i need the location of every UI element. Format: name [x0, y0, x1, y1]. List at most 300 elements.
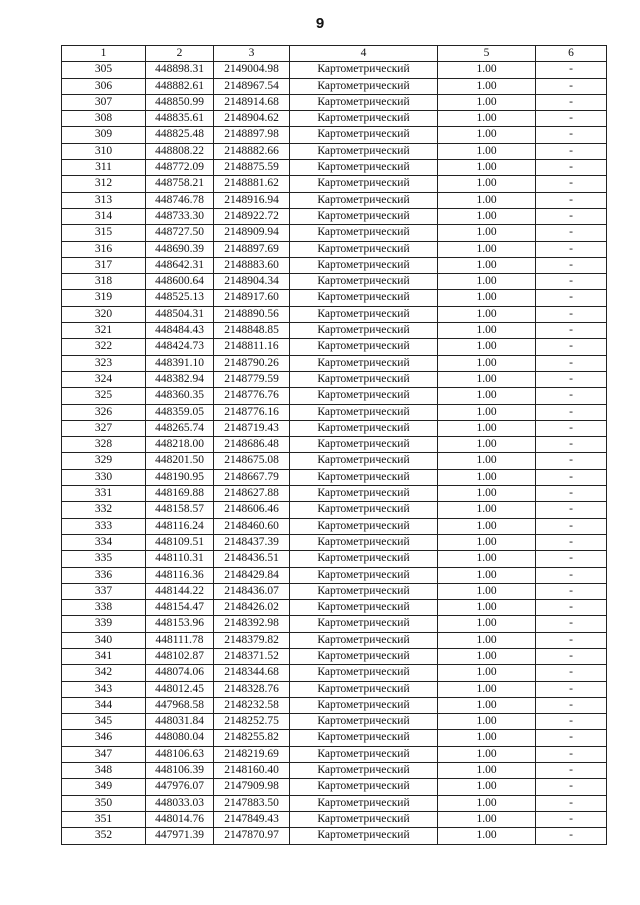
- table-cell: Картометрический: [290, 274, 438, 290]
- table-cell: -: [536, 502, 607, 518]
- table-row: [62, 371, 607, 387]
- table-cell: 1.00: [438, 160, 536, 176]
- table-cell: 448359.05: [146, 404, 214, 420]
- table-cell: -: [536, 241, 607, 257]
- table-cell: 448074.06: [146, 665, 214, 681]
- table-cell: 2148790.26: [214, 355, 290, 371]
- table-cell: 448080.04: [146, 730, 214, 746]
- table-cell: -: [536, 225, 607, 241]
- table-cell: 448031.84: [146, 714, 214, 730]
- table-cell: 1.00: [438, 388, 536, 404]
- table-cell: 2148460.60: [214, 518, 290, 534]
- table-cell: 2148779.59: [214, 371, 290, 387]
- table-cell: Картометрический: [290, 600, 438, 616]
- table-cell: -: [536, 355, 607, 371]
- table-cell: 448758.21: [146, 176, 214, 192]
- table-cell: 448158.57: [146, 502, 214, 518]
- table-cell: 2148904.62: [214, 111, 290, 127]
- table-cell: 2148436.51: [214, 551, 290, 567]
- table-row: [62, 551, 607, 567]
- table-cell: 448835.61: [146, 111, 214, 127]
- table-cell: Картометрический: [290, 518, 438, 534]
- table-row: [62, 811, 607, 827]
- table-cell: 1.00: [438, 257, 536, 273]
- table-cell: 339: [62, 616, 146, 632]
- table-cell: 448169.88: [146, 486, 214, 502]
- table-cell: 320: [62, 306, 146, 322]
- table-cell: 324: [62, 371, 146, 387]
- table-cell: Картометрический: [290, 388, 438, 404]
- table-cell: Картометрический: [290, 437, 438, 453]
- table-row: [62, 225, 607, 241]
- table-row: [62, 78, 607, 94]
- table-cell: 335: [62, 551, 146, 567]
- table-cell: 342: [62, 665, 146, 681]
- table-cell: -: [536, 208, 607, 224]
- table-cell: -: [536, 779, 607, 795]
- table-cell: 305: [62, 62, 146, 78]
- table-cell: 334: [62, 534, 146, 550]
- table-row: [62, 600, 607, 616]
- table-cell: 2148897.98: [214, 127, 290, 143]
- table-cell: 1.00: [438, 306, 536, 322]
- table-cell: 1.00: [438, 469, 536, 485]
- table-header-row: [62, 46, 607, 62]
- table-cell: 448525.13: [146, 290, 214, 306]
- table-cell: 448727.50: [146, 225, 214, 241]
- table-cell: 1.00: [438, 681, 536, 697]
- table-cell: 1.00: [438, 371, 536, 387]
- table-cell: 348: [62, 763, 146, 779]
- table-cell: -: [536, 111, 607, 127]
- table-row: [62, 681, 607, 697]
- table-cell: -: [536, 746, 607, 762]
- table-cell: -: [536, 127, 607, 143]
- table-cell: Картометрический: [290, 143, 438, 159]
- table-cell: 448218.00: [146, 437, 214, 453]
- table-cell: 338: [62, 600, 146, 616]
- table-cell: 340: [62, 632, 146, 648]
- table-cell: 1.00: [438, 290, 536, 306]
- table-cell: Картометрический: [290, 127, 438, 143]
- table-row: [62, 730, 607, 746]
- table-cell: 2148252.75: [214, 714, 290, 730]
- table-row: [62, 828, 607, 844]
- table-row: [62, 94, 607, 110]
- table-cell: -: [536, 763, 607, 779]
- table-cell: 2149004.98: [214, 62, 290, 78]
- table-cell: 448012.45: [146, 681, 214, 697]
- table-cell: Картометрический: [290, 306, 438, 322]
- column-header: 4: [290, 46, 438, 62]
- table-row: [62, 665, 607, 681]
- table-cell: 2148436.07: [214, 583, 290, 599]
- table-cell: 315: [62, 225, 146, 241]
- table-cell: -: [536, 486, 607, 502]
- table-cell: 347: [62, 746, 146, 762]
- table-cell: 2147883.50: [214, 795, 290, 811]
- table-cell: 322: [62, 339, 146, 355]
- table-cell: 1.00: [438, 208, 536, 224]
- table-cell: Картометрический: [290, 225, 438, 241]
- table-cell: 447976.07: [146, 779, 214, 795]
- table-cell: 1.00: [438, 632, 536, 648]
- table-cell: Картометрический: [290, 111, 438, 127]
- table-cell: 2148426.02: [214, 600, 290, 616]
- table-cell: 352: [62, 828, 146, 844]
- table-cell: -: [536, 62, 607, 78]
- table-cell: -: [536, 371, 607, 387]
- table-cell: 345: [62, 714, 146, 730]
- table-row: [62, 241, 607, 257]
- table-cell: 448642.31: [146, 257, 214, 273]
- table-cell: 1.00: [438, 534, 536, 550]
- table-cell: 337: [62, 583, 146, 599]
- table-cell: -: [536, 143, 607, 159]
- table-cell: -: [536, 616, 607, 632]
- table-cell: 2148719.43: [214, 420, 290, 436]
- table-cell: Картометрический: [290, 583, 438, 599]
- table-cell: 326: [62, 404, 146, 420]
- table-cell: 2147849.43: [214, 811, 290, 827]
- table-cell: 448772.09: [146, 160, 214, 176]
- table-cell: -: [536, 730, 607, 746]
- table-cell: 328: [62, 437, 146, 453]
- table-row: [62, 111, 607, 127]
- table-cell: Картометрический: [290, 665, 438, 681]
- table-cell: 2148160.40: [214, 763, 290, 779]
- table-cell: Картометрический: [290, 616, 438, 632]
- table-row: [62, 567, 607, 583]
- column-header: 3: [214, 46, 290, 62]
- column-header: 1: [62, 46, 146, 62]
- table-row: [62, 404, 607, 420]
- table-cell: 311: [62, 160, 146, 176]
- table-cell: -: [536, 714, 607, 730]
- table-cell: Картометрический: [290, 160, 438, 176]
- table-row: [62, 518, 607, 534]
- table-cell: 448265.74: [146, 420, 214, 436]
- table-cell: -: [536, 94, 607, 110]
- table-cell: 448424.73: [146, 339, 214, 355]
- table-row: [62, 502, 607, 518]
- table-cell: 2148897.69: [214, 241, 290, 257]
- table-cell: 448116.36: [146, 567, 214, 583]
- table-cell: 1.00: [438, 697, 536, 713]
- table-row: [62, 192, 607, 208]
- table-cell: 2148627.88: [214, 486, 290, 502]
- table-cell: 1.00: [438, 192, 536, 208]
- table-cell: 1.00: [438, 355, 536, 371]
- table-cell: -: [536, 567, 607, 583]
- table-cell: Картометрический: [290, 290, 438, 306]
- table-cell: Картометрический: [290, 78, 438, 94]
- table-cell: 2148371.52: [214, 648, 290, 664]
- table-cell: Картометрический: [290, 551, 438, 567]
- table-cell: 330: [62, 469, 146, 485]
- table-cell: 1.00: [438, 94, 536, 110]
- table-cell: 314: [62, 208, 146, 224]
- table-row: [62, 420, 607, 436]
- table-cell: -: [536, 339, 607, 355]
- table-cell: 448109.51: [146, 534, 214, 550]
- table-cell: 309: [62, 127, 146, 143]
- table-cell: Картометрический: [290, 192, 438, 208]
- table-cell: -: [536, 648, 607, 664]
- table-cell: Картометрический: [290, 176, 438, 192]
- table-cell: 447971.39: [146, 828, 214, 844]
- table-cell: 448190.95: [146, 469, 214, 485]
- table-cell: 448144.22: [146, 583, 214, 599]
- table-cell: 1.00: [438, 648, 536, 664]
- table-cell: 448360.35: [146, 388, 214, 404]
- table-cell: Картометрический: [290, 469, 438, 485]
- table-cell: Картометрический: [290, 697, 438, 713]
- table-row: [62, 62, 607, 78]
- table-cell: 2148909.94: [214, 225, 290, 241]
- table-cell: 448110.31: [146, 551, 214, 567]
- table-cell: -: [536, 176, 607, 192]
- table-cell: Картометрический: [290, 241, 438, 257]
- table-row: [62, 388, 607, 404]
- table-cell: 2148392.98: [214, 616, 290, 632]
- table-row: [62, 257, 607, 273]
- table-cell: 2148904.34: [214, 274, 290, 290]
- table-cell: 2148967.54: [214, 78, 290, 94]
- table-cell: 2148811.16: [214, 339, 290, 355]
- table-cell: Картометрический: [290, 681, 438, 697]
- table-cell: 2148776.16: [214, 404, 290, 420]
- table-cell: 2148379.82: [214, 632, 290, 648]
- table-cell: -: [536, 323, 607, 339]
- table-cell: 448014.76: [146, 811, 214, 827]
- table-cell: Картометрический: [290, 486, 438, 502]
- table-cell: -: [536, 795, 607, 811]
- table-cell: 1.00: [438, 502, 536, 518]
- table-cell: Картометрический: [290, 714, 438, 730]
- table-cell: 332: [62, 502, 146, 518]
- table-cell: Картометрический: [290, 746, 438, 762]
- table-cell: 2148219.69: [214, 746, 290, 762]
- table-row: [62, 160, 607, 176]
- table-cell: 1.00: [438, 127, 536, 143]
- table-cell: 2147909.98: [214, 779, 290, 795]
- table-cell: 2148429.84: [214, 567, 290, 583]
- table-row: [62, 534, 607, 550]
- table-cell: 448201.50: [146, 453, 214, 469]
- table-cell: 318: [62, 274, 146, 290]
- table-cell: Картометрический: [290, 795, 438, 811]
- table-cell: Картометрический: [290, 323, 438, 339]
- table-cell: 448882.61: [146, 78, 214, 94]
- table-cell: 1.00: [438, 420, 536, 436]
- table-cell: 2147870.97: [214, 828, 290, 844]
- column-header: 6: [536, 46, 607, 62]
- table-cell: Картометрический: [290, 339, 438, 355]
- table-cell: 350: [62, 795, 146, 811]
- table-row: [62, 616, 607, 632]
- table-cell: -: [536, 78, 607, 94]
- table-cell: -: [536, 160, 607, 176]
- table-cell: 310: [62, 143, 146, 159]
- table-cell: 1.00: [438, 323, 536, 339]
- table-cell: 2148328.76: [214, 681, 290, 697]
- table-cell: 1.00: [438, 486, 536, 502]
- table-cell: 448154.47: [146, 600, 214, 616]
- table-cell: 325: [62, 388, 146, 404]
- table-cell: 1.00: [438, 567, 536, 583]
- table-row: [62, 127, 607, 143]
- table-cell: 1.00: [438, 78, 536, 94]
- table-cell: -: [536, 828, 607, 844]
- table-cell: -: [536, 665, 607, 681]
- table-cell: 448825.48: [146, 127, 214, 143]
- table-cell: 1.00: [438, 551, 536, 567]
- table-row: [62, 583, 607, 599]
- table-cell: 1.00: [438, 176, 536, 192]
- table-cell: 349: [62, 779, 146, 795]
- table-cell: 447968.58: [146, 697, 214, 713]
- table-cell: -: [536, 257, 607, 273]
- table-cell: 1.00: [438, 746, 536, 762]
- table-cell: 1.00: [438, 665, 536, 681]
- table-cell: Картометрический: [290, 567, 438, 583]
- table-cell: -: [536, 420, 607, 436]
- table-cell: 1.00: [438, 730, 536, 746]
- table-cell: Картометрический: [290, 779, 438, 795]
- table-cell: 327: [62, 420, 146, 436]
- table-cell: 2148606.46: [214, 502, 290, 518]
- table-cell: -: [536, 600, 607, 616]
- table-cell: 448746.78: [146, 192, 214, 208]
- table-cell: -: [536, 551, 607, 567]
- table-cell: -: [536, 306, 607, 322]
- table-cell: 319: [62, 290, 146, 306]
- table-cell: Картометрический: [290, 257, 438, 273]
- table-cell: 351: [62, 811, 146, 827]
- table-cell: Картометрический: [290, 534, 438, 550]
- table-cell: 1.00: [438, 600, 536, 616]
- table-cell: 2148875.59: [214, 160, 290, 176]
- table-cell: 1.00: [438, 616, 536, 632]
- table-cell: -: [536, 290, 607, 306]
- table-row: [62, 274, 607, 290]
- table-cell: 313: [62, 192, 146, 208]
- table-cell: 1.00: [438, 143, 536, 159]
- table-row: [62, 339, 607, 355]
- table-cell: 448106.63: [146, 746, 214, 762]
- table-cell: -: [536, 697, 607, 713]
- table-cell: Картометрический: [290, 502, 438, 518]
- table-cell: -: [536, 274, 607, 290]
- table-cell: -: [536, 518, 607, 534]
- table-row: [62, 469, 607, 485]
- table-cell: Картометрический: [290, 453, 438, 469]
- column-header: 2: [146, 46, 214, 62]
- table-cell: 448391.10: [146, 355, 214, 371]
- table-cell: 448106.39: [146, 763, 214, 779]
- table-cell: Картометрический: [290, 828, 438, 844]
- table-cell: 336: [62, 567, 146, 583]
- table-row: [62, 453, 607, 469]
- table-row: [62, 306, 607, 322]
- table-cell: Картометрический: [290, 355, 438, 371]
- table-cell: Картометрический: [290, 404, 438, 420]
- table-cell: 448484.43: [146, 323, 214, 339]
- table-cell: Картометрический: [290, 632, 438, 648]
- table-cell: -: [536, 437, 607, 453]
- table-cell: 316: [62, 241, 146, 257]
- table-cell: 1.00: [438, 779, 536, 795]
- table-cell: 346: [62, 730, 146, 746]
- table-cell: 448808.22: [146, 143, 214, 159]
- column-header: 5: [438, 46, 536, 62]
- table-cell: Картометрический: [290, 811, 438, 827]
- table-cell: 448382.94: [146, 371, 214, 387]
- table-cell: 306: [62, 78, 146, 94]
- table-cell: 329: [62, 453, 146, 469]
- table-cell: 2148232.58: [214, 697, 290, 713]
- table-cell: 448690.39: [146, 241, 214, 257]
- table-row: [62, 355, 607, 371]
- table-cell: -: [536, 681, 607, 697]
- table-cell: 1.00: [438, 111, 536, 127]
- table-row: [62, 697, 607, 713]
- table-row: [62, 763, 607, 779]
- table-cell: 448116.24: [146, 518, 214, 534]
- table-cell: Картометрический: [290, 94, 438, 110]
- table-cell: 1.00: [438, 583, 536, 599]
- table-cell: 2148883.60: [214, 257, 290, 273]
- table-body: [62, 62, 607, 844]
- table-cell: 312: [62, 176, 146, 192]
- table-cell: 1.00: [438, 404, 536, 420]
- table-cell: 1.00: [438, 811, 536, 827]
- table-cell: 448850.99: [146, 94, 214, 110]
- table-row: [62, 648, 607, 664]
- table-cell: Картометрический: [290, 648, 438, 664]
- table-cell: 448102.87: [146, 648, 214, 664]
- table-cell: 317: [62, 257, 146, 273]
- table-row: [62, 486, 607, 502]
- coordinates-table: [61, 45, 607, 845]
- table-cell: -: [536, 404, 607, 420]
- table-cell: 2148686.48: [214, 437, 290, 453]
- table-cell: 1.00: [438, 339, 536, 355]
- table-row: [62, 437, 607, 453]
- table-row: [62, 143, 607, 159]
- table-cell: 2148675.08: [214, 453, 290, 469]
- table-row: [62, 290, 607, 306]
- table-cell: Картометрический: [290, 730, 438, 746]
- table-cell: 343: [62, 681, 146, 697]
- table-cell: 2148916.94: [214, 192, 290, 208]
- table-row: [62, 176, 607, 192]
- table-row: [62, 323, 607, 339]
- table-cell: 2148882.66: [214, 143, 290, 159]
- table-cell: Картометрический: [290, 208, 438, 224]
- table-cell: 2148437.39: [214, 534, 290, 550]
- table-cell: -: [536, 811, 607, 827]
- table-cell: 341: [62, 648, 146, 664]
- table-cell: 448733.30: [146, 208, 214, 224]
- table-cell: 2148255.82: [214, 730, 290, 746]
- table-cell: 448600.64: [146, 274, 214, 290]
- table-row: [62, 746, 607, 762]
- table-cell: 2148848.85: [214, 323, 290, 339]
- table-cell: 448153.96: [146, 616, 214, 632]
- table-cell: -: [536, 534, 607, 550]
